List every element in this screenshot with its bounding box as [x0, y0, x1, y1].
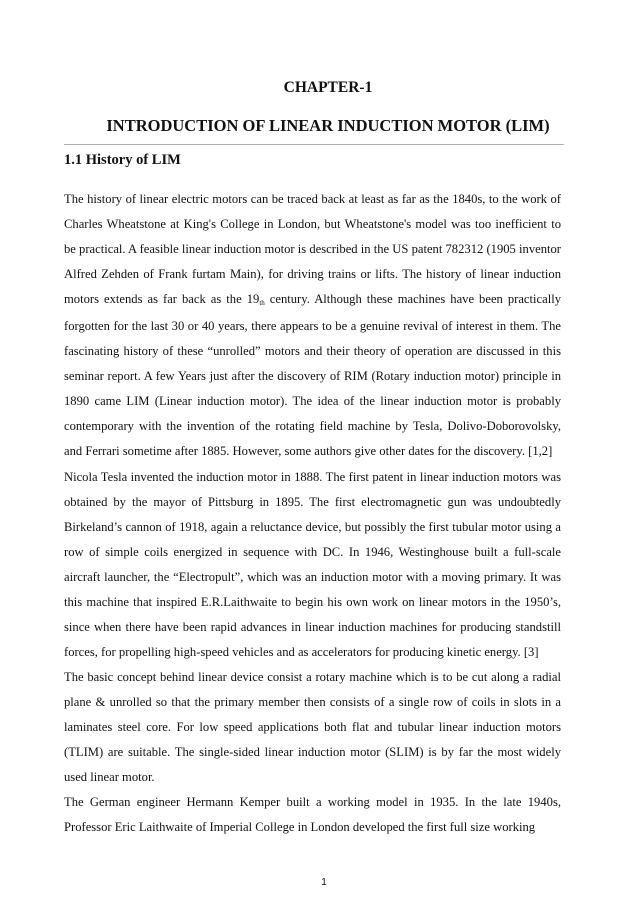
chapter-title: INTRODUCTION OF LINEAR INDUCTION MOTOR (LIM) — [106, 116, 550, 135]
page-number: 1 — [321, 877, 327, 888]
heading-divider — [64, 144, 564, 145]
paragraph-1-part-1: The history of linear electric motors can be traced back at least as far as the 1840s, to the work of Charles Wheatstone at King's College in London, but Wheatstone's model was too inefficient to be practical. A feasible linear induction motor is described in the US patent 782312 (1905 inventor Alfred Zehden of Frank furtam Main), for driving trains or lifts. The history of linear induction motors extends as far back as the 19 — [64, 192, 561, 307]
paragraph-3: The basic concept behind linear device consist a rotary machine which is to be cut along a radial plane & unrolled so that the primary member then consists of a single row of coils in slots in a laminates steel core. For low speed applications both flat and tubular linear induction motors (TLIM) are suitable. The single-sided linear induction motor (SLIM) is by far the most widely used linear motor. — [64, 669, 561, 785]
body-text — [64, 187, 561, 840]
paragraph-1-part-2: century. Although these machines have been practically forgotten for the last 30 or 40 years, there appears to be a genuine revival of interest in them. The fascinating history of these “unrolled” motors and their theory of operation are discussed in this seminar report. A few Years just after the discovery of RIM (Rotary induction motor) principle in 1890 came LIM (Linear induction motor). The idea of the linear induction motor is probably contemporary with the invention of the rotating field machine by Tesla, Dolivo-Doborovolsky, and Ferrari sometime after 1885. However, some authors give other dates for the discovery. [1,2] — [64, 292, 561, 459]
paragraph-4: The German engineer Hermann Kemper built a working model in 1935. In the late 1940s, Professor Eric Laithwaite of Imperial College in London developed the first full size working — [64, 795, 561, 835]
paragraph-2: Nicola Tesla invented the induction motor in 1888. The first patent in linear induction motors was obtained by the mayor of Pittsburg in 1895. The first electromagnetic gun was undoubtedly Birkeland’s cannon of 1918, again a reluctance device, but possibly the first tubular motor using a row of simple coils energized in sequence with DC. In 1946, Westinghouse built a full-scale aircraft launcher, the “Electropult”, which was an induction motor with a moving primary. It was this machine that inspired E.R.Laithwaite to begin his own work on linear motors in the 1950’s, since when there have been rapid advances in linear induction machines for producing standstill forces, for propelling high-speed vehicles and as accelerators for producing kinetic energy. [3] — [64, 469, 561, 659]
paragraph-1 — [64, 187, 561, 465]
ordinal-superscript: th — [259, 299, 265, 308]
chapter-label: CHAPTER-1 — [283, 79, 373, 96]
section-heading: 1.1 History of LIM — [64, 152, 181, 168]
